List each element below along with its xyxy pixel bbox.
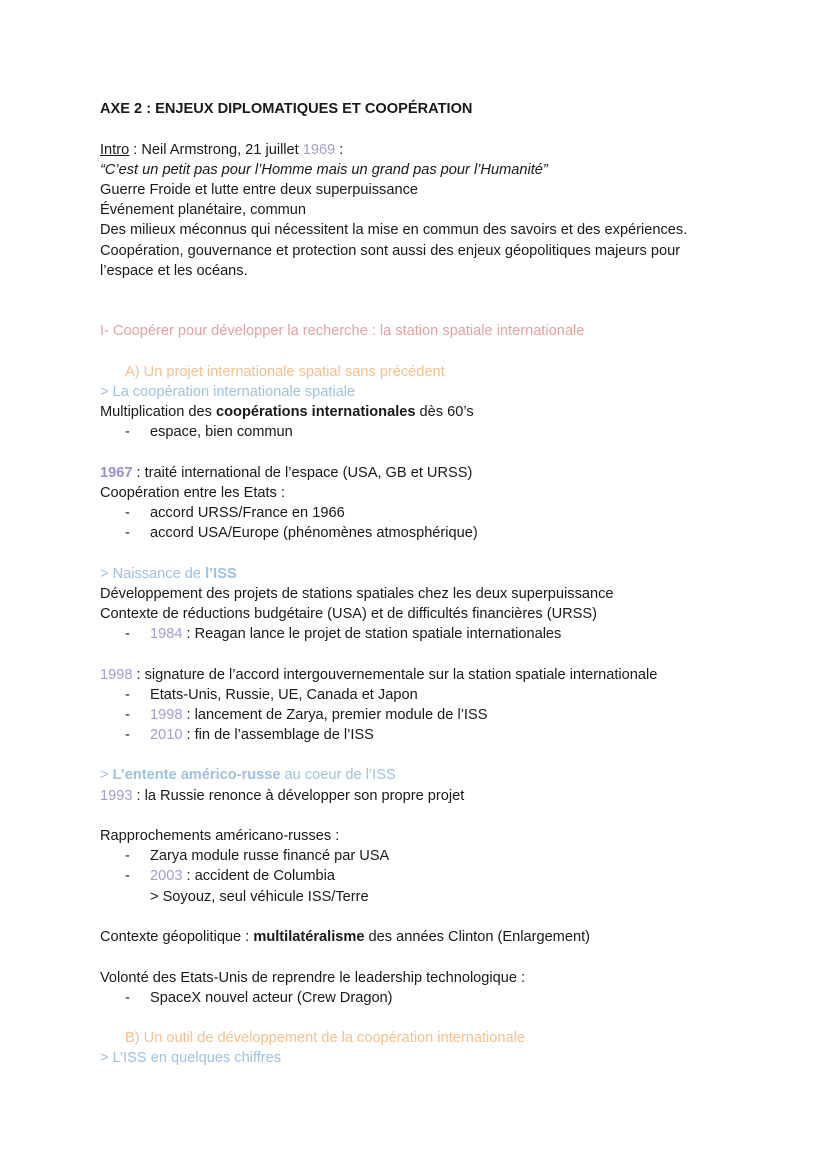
rapprochements-line: Rapprochements américano-russes : xyxy=(100,828,340,844)
iss-text-line: Contexte de réductions budgétaire (USA) et de difficultés financières (URSS) xyxy=(100,606,597,622)
iss-text-line: Développement des projets de stations spatiales chez les deux superpuissance xyxy=(100,586,614,602)
intro-line: Intro : Neil Armstrong, 21 juillet 1969 : xyxy=(100,142,344,158)
year-2010: 2010 xyxy=(150,727,183,743)
year-1969: 1969 xyxy=(302,142,336,158)
year-1998: 1998 xyxy=(150,707,183,723)
bullet-item: 2010 : fin de l’assemblage de l’ISS xyxy=(150,727,374,743)
bullet-item: 2003 : accident de Columbia xyxy=(150,868,335,884)
intro-text-line: Événement planétaire, commun xyxy=(100,202,307,218)
intro-label: Intro xyxy=(100,142,130,158)
bullet-dash: - xyxy=(125,424,130,440)
bullet-item: 1998 : lancement de Zarya, premier module de l’ISS xyxy=(150,707,488,723)
bullet-dash: - xyxy=(125,727,130,743)
entente-subheading: > L’entente américo-russe au coeur de l’ISS xyxy=(100,767,396,783)
figures-subheading: > L’ISS en quelques chiffres xyxy=(100,1050,282,1066)
bullet-item: espace, bien commun xyxy=(150,424,293,440)
bullet-item: Etats-Unis, Russie, UE, Canada et Japon xyxy=(150,687,418,703)
intro-text-line: l’espace et les océans. xyxy=(100,263,248,279)
bullet-dash: - xyxy=(125,525,130,541)
section-b-heading: B) Un outil de développement de la coopération internationale xyxy=(125,1030,525,1046)
coop-states-line: Coopération entre les Etats : xyxy=(100,485,285,501)
bullet-item: SpaceX nouvel acteur (Crew Dragon) xyxy=(150,990,393,1006)
coop-subheading: > La coopération internationale spatiale xyxy=(100,384,356,400)
russia-line: 1993 : la Russie renonce à développer son propre projet xyxy=(100,788,465,804)
bullet-item: accord USA/Europe (phénomènes atmosphérique) xyxy=(150,525,478,541)
year-1993: 1993 xyxy=(100,788,133,804)
armstrong-quote: “C’est un petit pas pour l’Homme mais un grand pas pour l’Humanité” xyxy=(100,162,548,178)
context-line: Contexte géopolitique : multilatéralisme des années Clinton (Enlargement) xyxy=(100,929,590,945)
bullet-dash: - xyxy=(125,848,130,864)
intro-text-line: Guerre Froide et lutte entre deux superpuissance xyxy=(100,182,418,198)
multiplication-line: Multiplication des coopérations internationales dès 60’s xyxy=(100,404,474,420)
bullet-item: accord URSS/France en 1966 xyxy=(150,505,345,521)
intro-text-line: Des milieux méconnus qui nécessitent la mise en commun des savoirs et des expériences. xyxy=(100,222,688,238)
year-1984: 1984 xyxy=(150,626,183,642)
bullet-dash: - xyxy=(125,505,130,521)
intro-text-line: Coopération, gouvernance et protection sont aussi des enjeux géopolitiques majeurs pour xyxy=(100,243,681,259)
year-1967: 1967 xyxy=(100,465,133,481)
sub-item: > Soyouz, seul véhicule ISS/Terre xyxy=(150,889,369,905)
bullet-dash: - xyxy=(125,868,130,884)
bullet-dash: - xyxy=(125,990,130,1006)
bullet-dash: - xyxy=(125,687,130,703)
bullet-dash: - xyxy=(125,626,130,642)
bullet-dash: - xyxy=(125,707,130,723)
year-1998: 1998 xyxy=(100,667,133,683)
bullet-item: 1984 : Reagan lance le projet de station spatiale internationales xyxy=(150,626,562,642)
document-title: AXE 2 : ENJEUX DIPLOMATIQUES ET COOPÉRATION xyxy=(100,101,473,117)
iss-subheading: > Naissance de l’ISS xyxy=(100,566,237,582)
part1-heading: I- Coopérer pour développer la recherche : la station spatiale internationale xyxy=(100,323,585,339)
leadership-line: Volonté des Etats-Unis de reprendre le leadership technologique : xyxy=(100,970,526,986)
bullet-item: Zarya module russe financé par USA xyxy=(150,848,390,864)
section-a-heading: A) Un projet internationale spatial sans précédent xyxy=(125,364,445,380)
year-2003: 2003 xyxy=(150,868,183,884)
agreement-line: 1998 : signature de l’accord intergouvernementale sur la station spatiale internationale xyxy=(100,667,658,683)
treaty-line: 1967 : traité international de l’espace (USA, GB et URSS) xyxy=(100,465,473,481)
